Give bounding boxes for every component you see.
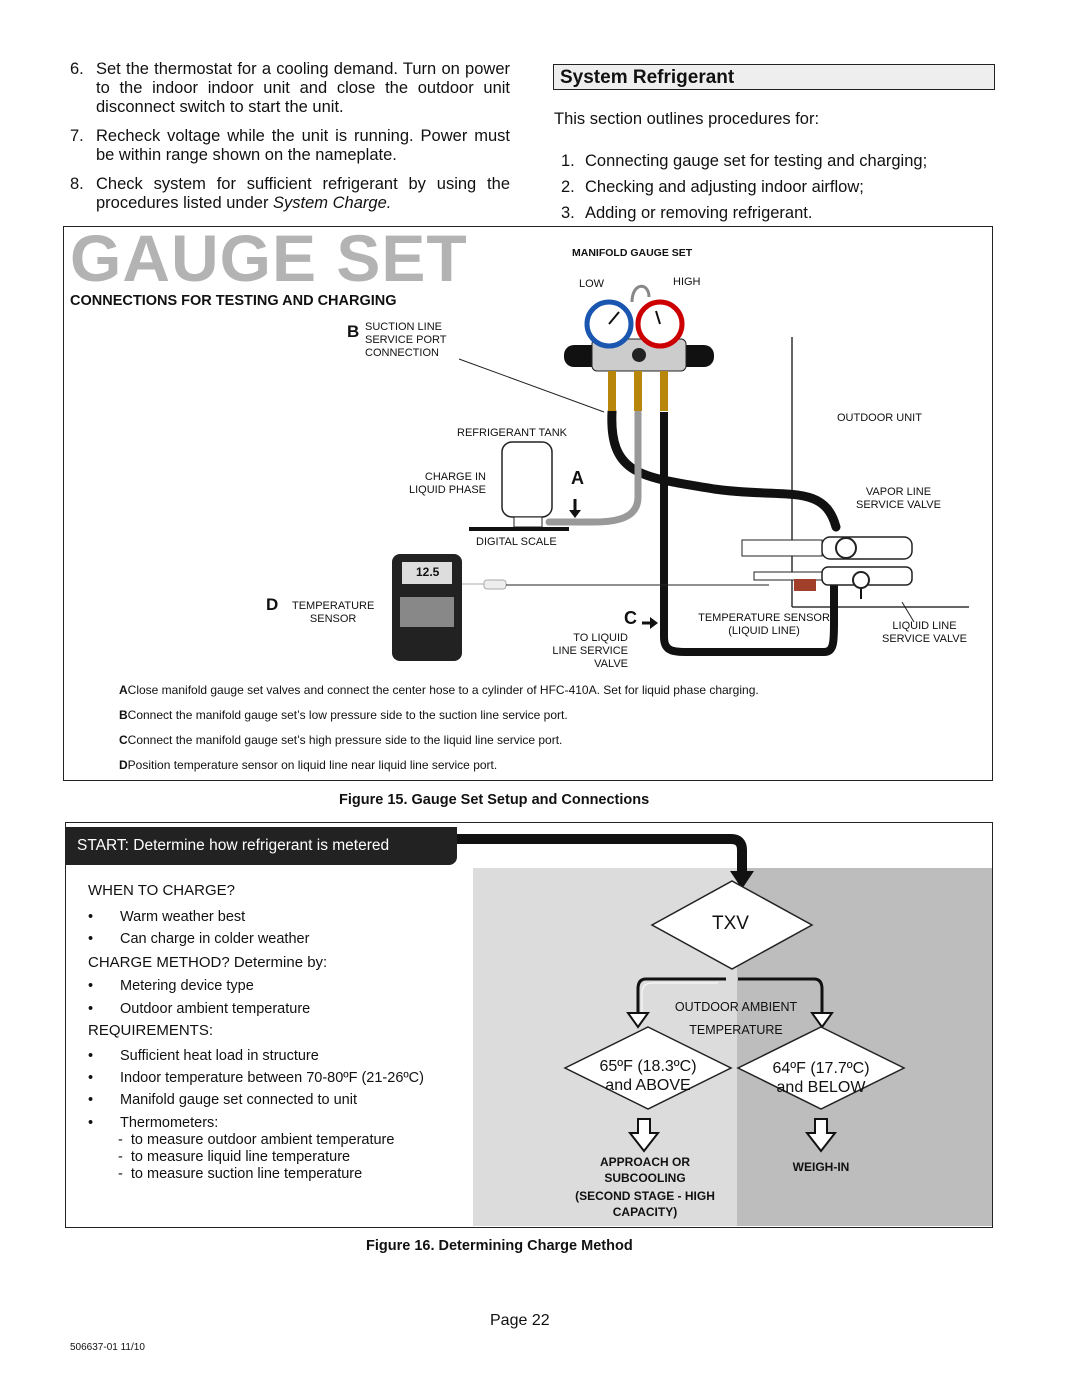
- connections-subtitle: CONNECTIONS FOR TESTING AND CHARGING: [70, 293, 397, 309]
- document-number: 506637-01 11/10: [70, 1342, 145, 1353]
- step-8: 8. Check system for sufficient refrigerant by using the procedures listed under System Charge.: [70, 175, 510, 212]
- section-intro: This section outlines procedures for:: [554, 110, 820, 128]
- system-charge-ref: System Charge.: [273, 194, 392, 212]
- req-item: • Manifold gauge set connected to unit: [88, 1092, 357, 1108]
- temp-sensor-label: TEMPERATURE SENSOR: [292, 600, 375, 625]
- letter-c: C: [624, 608, 637, 628]
- method-item: • Metering device type: [88, 978, 254, 994]
- req-item: • Thermometers:: [88, 1115, 219, 1131]
- weigh-in-result: WEIGH-IN: [792, 1160, 850, 1174]
- procedure-item: 3. Adding or removing refrigerant.: [561, 204, 813, 222]
- below-label: 64ºF (17.7ºC) and BELOW: [772, 1060, 870, 1096]
- when-item: • Warm weather best: [88, 909, 246, 925]
- liquid-valve-label: LIQUID LINE SERVICE VALVE: [882, 620, 967, 645]
- tank-label: REFRIGERANT TANK: [457, 427, 568, 439]
- figure-15-caption: Figure 15. Gauge Set Setup and Connections: [339, 792, 650, 808]
- figure-16-caption: Figure 16. Determining Charge Method: [366, 1238, 633, 1254]
- suction-port-label: SUCTION LINE SERVICE PORT CONNECTION: [365, 321, 447, 359]
- when-heading: WHEN TO CHARGE?: [88, 882, 235, 899]
- low-label: LOW: [579, 278, 605, 290]
- to-liquid-label: TO LIQUID LINE SERVICE VALVE: [552, 632, 628, 670]
- procedure-item: 2. Checking and adjusting indoor airflow;: [561, 178, 864, 196]
- note-b: BConnect the manifold gauge set’s low pressure side to the suction line service port.: [119, 708, 568, 722]
- ambient-label: OUTDOOR AMBIENT TEMPERATURE: [674, 1000, 798, 1037]
- step-6: 6. Set the thermostat for a cooling demand. Turn on power to the indoor indoor unit and close the outdoor unit disconnect switch to start the unit.: [70, 60, 510, 116]
- figure-16-box: [65, 822, 993, 1228]
- section-title: System Refrigerant: [553, 64, 995, 90]
- start-banner: START: Determine how refrigerant is metered: [65, 827, 457, 865]
- approach-result: APPROACH OR SUBCOOLING (SECOND STAGE - HIGH CAPACITY): [575, 1155, 715, 1219]
- meter-reading: 12.5: [416, 565, 440, 579]
- letter-b: B: [347, 322, 360, 341]
- procedure-item: 1. Connecting gauge set for testing and charging;: [561, 152, 928, 170]
- letter-d: D: [266, 595, 279, 614]
- thermo-item: - to measure outdoor ambient temperature: [118, 1132, 395, 1148]
- high-label: HIGH: [673, 276, 701, 288]
- txv-label: TXV: [712, 913, 749, 934]
- procedure-list: [561, 148, 927, 226]
- scale-label: DIGITAL SCALE: [476, 536, 557, 548]
- note-d: DPosition temperature sensor on liquid line near liquid line service port.: [119, 758, 498, 772]
- method-item: • Outdoor ambient temperature: [88, 1001, 311, 1017]
- charge-label: CHARGE IN LIQUID PHASE: [408, 471, 486, 496]
- method-heading: CHARGE METHOD? Determine by:: [88, 954, 328, 971]
- thermo-item: - to measure liquid line temperature: [118, 1149, 351, 1165]
- letter-a: A: [571, 468, 584, 488]
- when-item: • Can charge in colder weather: [88, 931, 310, 947]
- outdoor-unit-label: OUTDOOR UNIT: [837, 412, 922, 424]
- manifold-label: MANIFOLD GAUGE SET: [572, 247, 693, 259]
- temp-sensor-liquid-label: TEMPERATURE SENSOR (LIQUID LINE): [698, 612, 830, 637]
- req-item: • Indoor temperature between 70-80ºF (21-26ºC): [88, 1070, 424, 1086]
- vapor-valve-label: VAPOR LINE SERVICE VALVE: [856, 486, 941, 511]
- figure-15-box: [63, 221, 993, 781]
- above-label: 65ºF (18.3ºC) and ABOVE: [599, 1058, 697, 1094]
- gauge-set-diagram: [64, 227, 991, 687]
- step-7: 7. Recheck voltage while the unit is running. Power must be within range shown on the nameplate.: [70, 127, 510, 164]
- gauge-set-title: GAUGE SET: [70, 221, 468, 295]
- req-heading: REQUIREMENTS:: [88, 1022, 214, 1039]
- thermo-item: - to measure suction line temperature: [118, 1166, 363, 1182]
- steps-list: [70, 60, 510, 223]
- note-c: CConnect the manifold gauge set’s high pressure side to the liquid line service port.: [119, 733, 563, 747]
- req-item: • Sufficient heat load in structure: [88, 1048, 319, 1064]
- page-number: Page 22: [490, 1312, 550, 1329]
- note-a: AClose manifold gauge set valves and connect the center hose to a cylinder of HFC-410A. Set for liquid phase charging.: [119, 683, 759, 697]
